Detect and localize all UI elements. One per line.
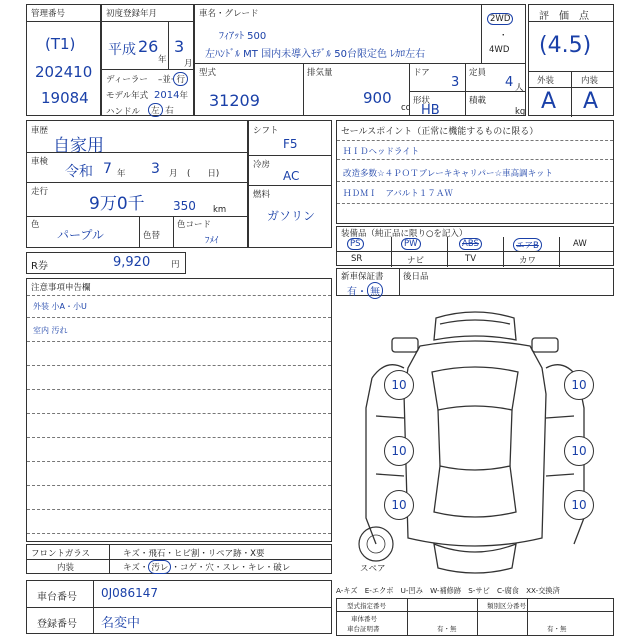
capacity-value: 4: [505, 75, 514, 90]
reg-era: 平成: [108, 42, 136, 58]
displacement-unit: cc: [401, 103, 411, 113]
equip-aw: AW: [573, 239, 587, 249]
equip-sr: SR: [351, 254, 363, 264]
equip-label: 装備品（純正品に限り○を記入）: [341, 229, 468, 239]
inspection-era: 令和: [65, 164, 93, 180]
inspection-year: 7: [103, 161, 112, 177]
inspection-month-unit: 月: [169, 169, 178, 179]
recycle-label: R券: [31, 261, 48, 272]
damage-mark-4: 10: [564, 436, 594, 466]
grade-label: 評 価 点: [539, 11, 589, 22]
fuel-label: 燃料: [253, 190, 271, 200]
footer-f6: 有・無: [547, 625, 567, 633]
ac-value: AC: [283, 169, 300, 183]
sales-line-1: ＨＩＤヘッドライト: [343, 147, 420, 157]
color-value: パープル: [57, 228, 104, 242]
color-code: ﾌﾒｲ: [205, 236, 219, 246]
spec-box: [248, 120, 332, 248]
inspection-label: 車検: [31, 157, 49, 167]
damage-mark-1: 10: [384, 370, 414, 400]
mileage-label: 走行: [31, 187, 49, 197]
load-unit: kg: [515, 107, 526, 117]
equipment-box: [336, 226, 614, 266]
mgmt-line1: (T1): [45, 35, 76, 53]
damage-mark-2: 10: [564, 370, 594, 400]
damage-mark-3: 10: [384, 436, 414, 466]
grade-ext-label: 外装: [537, 76, 555, 86]
handle-opts: 左 右: [148, 103, 174, 117]
history-box: [26, 120, 248, 248]
equip-navi: ナビ: [407, 256, 425, 266]
footer-f1: 型式指定番号: [347, 602, 386, 610]
footer-box: [336, 598, 614, 636]
grade-int-label: 内装: [581, 76, 599, 86]
reg-month-unit: 月: [184, 59, 193, 69]
capacity-label: 定員: [469, 68, 487, 78]
displacement-value: 900: [363, 89, 392, 107]
footer-f5: 有・無: [437, 625, 457, 633]
sales-box: [336, 120, 614, 224]
color-swap-label: 色替: [143, 231, 161, 241]
fuel-value: ガソリン: [267, 209, 316, 223]
shape-value: HB: [421, 103, 440, 118]
warranty-label: 新車保証書: [341, 272, 384, 282]
reg-month: 3: [174, 37, 185, 56]
mgmt-label: 管理番号: [31, 9, 66, 19]
equip-pw: PW: [401, 238, 421, 250]
drive-dot: ・: [499, 31, 508, 41]
footer-f4: 車台証明書: [347, 625, 380, 633]
model-year-label: モデル年式: [106, 91, 149, 101]
notes-box: [26, 278, 332, 542]
notes-line-1: 外装 小A・小U: [33, 302, 87, 311]
inspection-day: ( 日): [187, 169, 220, 179]
interior-text: キズ・ 汚レ ・コゲ・穴・スレ・キレ・破レ: [123, 560, 290, 574]
model-label: 型式: [199, 68, 217, 78]
warranty-box: [336, 268, 614, 296]
dealer-label: ディーラー: [106, 75, 148, 85]
shift-value: F5: [283, 137, 298, 151]
name-label: 車名・グレード: [199, 9, 259, 19]
equip-leather: カワ: [519, 256, 537, 266]
shape-label: 形状: [413, 96, 431, 106]
mgmt-box: [26, 4, 101, 116]
recycle-unit: 円: [171, 260, 180, 270]
mgmt-line2: 202410: [35, 63, 93, 81]
handle-label: ハンドル: [106, 107, 141, 117]
drive-opt2: 4WD: [489, 45, 510, 55]
color-label: 色: [31, 220, 40, 230]
inspection-year-unit: 年: [117, 169, 126, 179]
interior-label: 内装: [57, 563, 75, 573]
name-box: [194, 4, 526, 116]
model-value: 31209: [209, 91, 260, 110]
warranty-opts: 有・ 無: [347, 282, 383, 299]
mgmt-line3: 19084: [41, 89, 89, 107]
model-year: 2014年: [154, 90, 188, 101]
footer-f2: 類別区分番号: [487, 602, 526, 610]
footer-f3: 車体番号: [351, 615, 377, 623]
equip-ps: PS: [347, 238, 364, 250]
chassis-value: 0J086147: [101, 586, 158, 600]
reg-label: 初度登録年月: [106, 9, 158, 19]
drive-opt1: 2WD: [487, 13, 513, 25]
damage-mark-5: 10: [384, 490, 414, 520]
chassis-box: [26, 580, 332, 634]
sales-label: セールスポイント（正常に機能するものに限る）: [341, 127, 539, 137]
usage-value: 自家用: [53, 136, 104, 156]
later-label: 後日品: [403, 272, 429, 282]
inspection-month: 3: [151, 161, 160, 177]
reg-year: 26: [138, 37, 159, 56]
spare-label: スペア: [360, 564, 386, 574]
glass-box: [26, 544, 332, 574]
registration-box: [101, 4, 194, 116]
usage-label: 車歴: [31, 126, 49, 136]
name-line2: 左ﾊﾝﾄﾞﾙ MT 国内未導入ﾓﾃﾞﾙ 50台限定色 ﾚｶﾛ左右: [205, 49, 426, 60]
grade-value: (4.5): [539, 33, 592, 58]
recycle-box: [26, 252, 186, 274]
equip-airbag: エアB: [513, 238, 542, 252]
door-label: ドア: [413, 68, 430, 78]
spare-tire-icon: [356, 524, 396, 564]
capacity-unit: 人: [515, 83, 524, 93]
door-value: 3: [451, 75, 460, 90]
ac-label: 冷房: [253, 160, 271, 170]
notes-line-2: 室内 汚れ: [33, 326, 68, 335]
grade-ext: A: [541, 89, 557, 114]
front-glass-text: キズ・飛石・ヒビ割・リペア跡・X要: [123, 549, 265, 559]
load-label: 積載: [469, 96, 487, 106]
dealer-opts: –並· 行: [158, 72, 188, 86]
equip-abs: ABS: [459, 238, 482, 250]
name-line1: ﾌｨｱｯﾄ 500: [219, 31, 267, 42]
notes-label: 注意事項申告欄: [31, 283, 91, 293]
equip-tv: TV: [465, 254, 477, 264]
mileage-sub: 350: [173, 199, 196, 213]
regno-label: 登録番号: [37, 619, 77, 630]
grade-box: [528, 4, 614, 116]
recycle-value: 9,920: [113, 255, 151, 270]
damage-legend: A-キズ E-エクボ U-凹み W-補修跡 S-サビ C-腐食 XX-交換済: [336, 586, 560, 595]
chassis-label: 車台番号: [37, 592, 77, 603]
front-glass-label: フロントガラス: [31, 549, 90, 559]
shift-label: シフト: [253, 126, 279, 136]
color-code-label: 色コード: [177, 220, 212, 230]
sales-line-3: ＨＤＭＩ アバルト１７ＡＷ: [343, 189, 453, 199]
mileage-unit: km: [213, 205, 227, 215]
grade-int: A: [583, 89, 599, 114]
displacement-label: 排気量: [307, 68, 333, 78]
sales-line-2: 改造多数☆４ＰＯＴブレーキキャリパー☆車高調キット: [343, 169, 553, 179]
regno-value: 名変中: [101, 616, 141, 631]
damage-mark-6: 10: [564, 490, 594, 520]
mileage-value: 9万0千: [89, 194, 145, 214]
car-diagram-box: [336, 298, 614, 584]
reg-year-unit: 年: [158, 55, 167, 65]
